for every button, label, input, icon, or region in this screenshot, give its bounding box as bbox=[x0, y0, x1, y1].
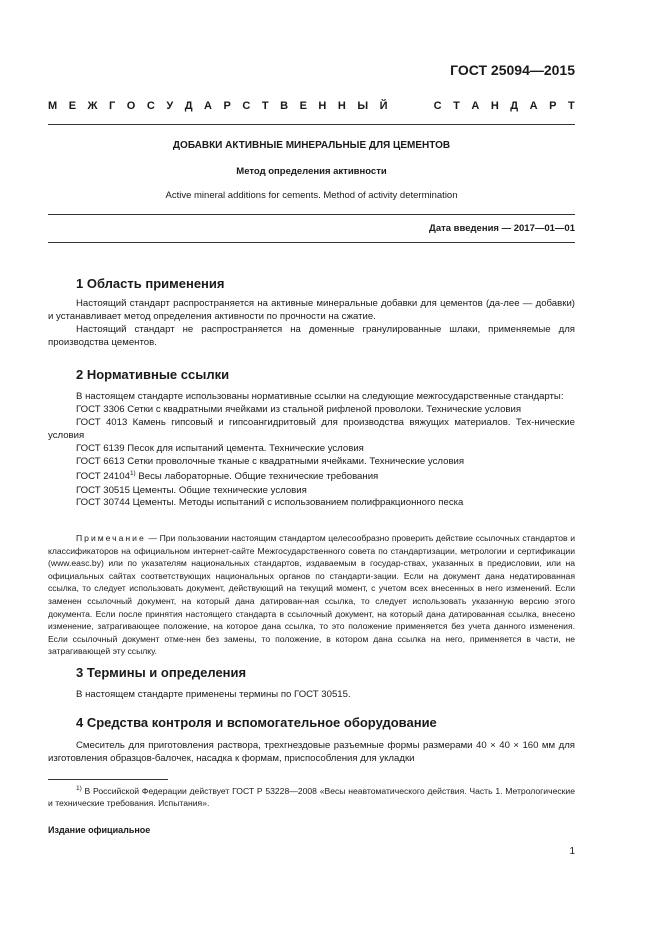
section-3-paragraph-1: В настоящем стандарте применены термины по ГОСТ 30515. bbox=[76, 689, 351, 700]
banner-letter: Н bbox=[318, 100, 327, 112]
banner-letter: Т bbox=[453, 100, 460, 112]
footnote-separator bbox=[48, 779, 168, 780]
banner-letter: Р bbox=[549, 100, 557, 112]
banner-letter: У bbox=[166, 100, 174, 112]
header-rule bbox=[48, 124, 575, 125]
banner-letter: Д bbox=[510, 100, 519, 112]
reference-code: ГОСТ 24104 bbox=[76, 471, 130, 483]
interstate-standard-banner bbox=[48, 100, 575, 112]
introduction-date: Дата введения — 2017—01—01 bbox=[429, 223, 575, 234]
banner-letter: А bbox=[529, 100, 538, 112]
footnote bbox=[48, 783, 575, 810]
banner-letter: Ы bbox=[357, 100, 369, 112]
banner-letter: Й bbox=[379, 100, 388, 112]
banner-letter: Т bbox=[261, 100, 269, 112]
banner-letter: Н bbox=[337, 100, 346, 112]
reference-item: ГОСТ 6613 Сетки проволочные тканые с квадратными ячейками. Технические условия bbox=[76, 455, 465, 467]
title-rule-bottom bbox=[48, 242, 575, 243]
banner-letter: Т bbox=[567, 100, 575, 112]
section-2-body bbox=[48, 391, 575, 510]
banner-letter: Г bbox=[109, 100, 116, 112]
banner-letter: М bbox=[48, 100, 58, 112]
reference-item: ГОСТ 3306 Сетки с квадратными ячейками из стальной рифленой проволоки. Технические условия bbox=[76, 403, 522, 415]
note-label: Примечание bbox=[76, 533, 146, 543]
banner-letter: Ж bbox=[87, 100, 98, 112]
banner-letter: Е bbox=[68, 100, 77, 112]
reference-item: ГОСТ 30744 Цементы. Методы испытаний с использованием полифракционного песка bbox=[76, 497, 464, 509]
section-4-heading: 4 Средства контроля и вспомогательное оборудование bbox=[76, 715, 437, 730]
section-1-body bbox=[48, 298, 575, 350]
banner-letter: С bbox=[433, 100, 442, 112]
reference-title: Весы лабораторные. Общие технические требования bbox=[135, 471, 379, 483]
banner-letter: А bbox=[204, 100, 212, 112]
section-4-paragraph-1: Смеситель для приготовления раствора, трехгнездовые разъемные формы размерами 40 × 40 × 160 мм для изготовления образцов-балочек, насадка к формам, приспособления для укладки bbox=[48, 740, 575, 764]
footnote-text: В Российской Федерации действует ГОСТ Р 53228—2008 «Весы неавтоматического действия. Часть 1. Метрологические и технические требования. Испытания». bbox=[48, 785, 575, 809]
banner-letter: Е bbox=[299, 100, 307, 112]
document-code: ГОСТ 25094—2015 bbox=[450, 62, 575, 78]
reference-item: ГОСТ 6139 Песок для испытаний цемента. Технические условия bbox=[76, 442, 364, 454]
section-1-paragraph-2: Настоящий стандарт не распространяется на доменные гранулированные шлаки, применяемые для производства цементов. bbox=[48, 323, 575, 348]
banner-letter: А bbox=[471, 100, 480, 112]
page-number: 1 bbox=[569, 846, 575, 857]
note-text: — При пользовании настоящим стандартом целесообразно проверить действие ссылочных стандартов и классификаторов на официальном интернет-сайте Межгосударственного совета по стандартизации, метрологии и сертификации (www.easc.by) или по указателям национальных стандартов, издаваемым в государ-ствах, указанных в предисловии, или на официальных сайтах соответствующих национальных органов по стандарти-зации. Если на документ дана недатированная ссылка, то следует использовать документ, действующий на текущий момент, с учетом всех внесенных в него изменений. Если заменен ссылочный документ, на который дана датирован-ная ссылка, то следует использовать указанную версию этого документа. Если после принятия настоящего стандарта в ссылочный документ, на который дана датированная ссылка, внесено изменение, затрагивающее положение, на которое дана ссылка, то это положение применяется без учета данного изменения. Если ссылочный документ отме-нен без замены, то положение, в котором дана ссылка на него, применяется в части, не затрагивающей эту ссылку. bbox=[48, 533, 575, 657]
document-title: ДОБАВКИ АКТИВНЫЕ МИНЕРАЛЬНЫЕ ДЛЯ ЦЕМЕНТОВ bbox=[172, 140, 451, 151]
banner-letter: Д bbox=[184, 100, 193, 112]
reference-item: ГОСТ 30515 Цементы. Общие технические условия bbox=[76, 484, 307, 496]
reference-item bbox=[48, 468, 575, 484]
section-3-heading: 3 Термины и определения bbox=[76, 665, 247, 680]
section-1-paragraph-1: Настоящий стандарт распространяется на активные минеральные добавки для цементов (да-лее — добавки) и устанавливает метод определения активности по прочности на сжатие. bbox=[48, 298, 575, 322]
banner-letter: С bbox=[146, 100, 155, 112]
title-rule-top bbox=[48, 214, 575, 215]
footnote-marker: 1) bbox=[129, 470, 136, 478]
reference-item: ГОСТ 4013 Камень гипсовый и гипсоангидритовый для производства вяжущих материалов. Тех-нические условия bbox=[48, 416, 575, 441]
section-2-intro: В настоящем стандарте использованы нормативные ссылки на следующие межгосударственные стандарты: bbox=[76, 391, 564, 402]
document-subtitle: Метод определения активности bbox=[236, 166, 387, 177]
banner-letter: В bbox=[280, 100, 289, 112]
banner-letter: О bbox=[126, 100, 136, 112]
edition-label: Издание официальное bbox=[48, 825, 151, 835]
section-2-heading: 2 Нормативные ссылки bbox=[76, 367, 230, 382]
banner-letter: С bbox=[242, 100, 251, 112]
english-title: Active mineral additions for cements. Method of activity determination bbox=[165, 190, 458, 201]
banner-letter: Н bbox=[490, 100, 499, 112]
references-note bbox=[48, 532, 575, 658]
section-1-heading: 1 Область применения bbox=[76, 276, 225, 291]
banner-letter: Р bbox=[223, 100, 231, 112]
footnote-mark: 1) bbox=[76, 785, 82, 792]
